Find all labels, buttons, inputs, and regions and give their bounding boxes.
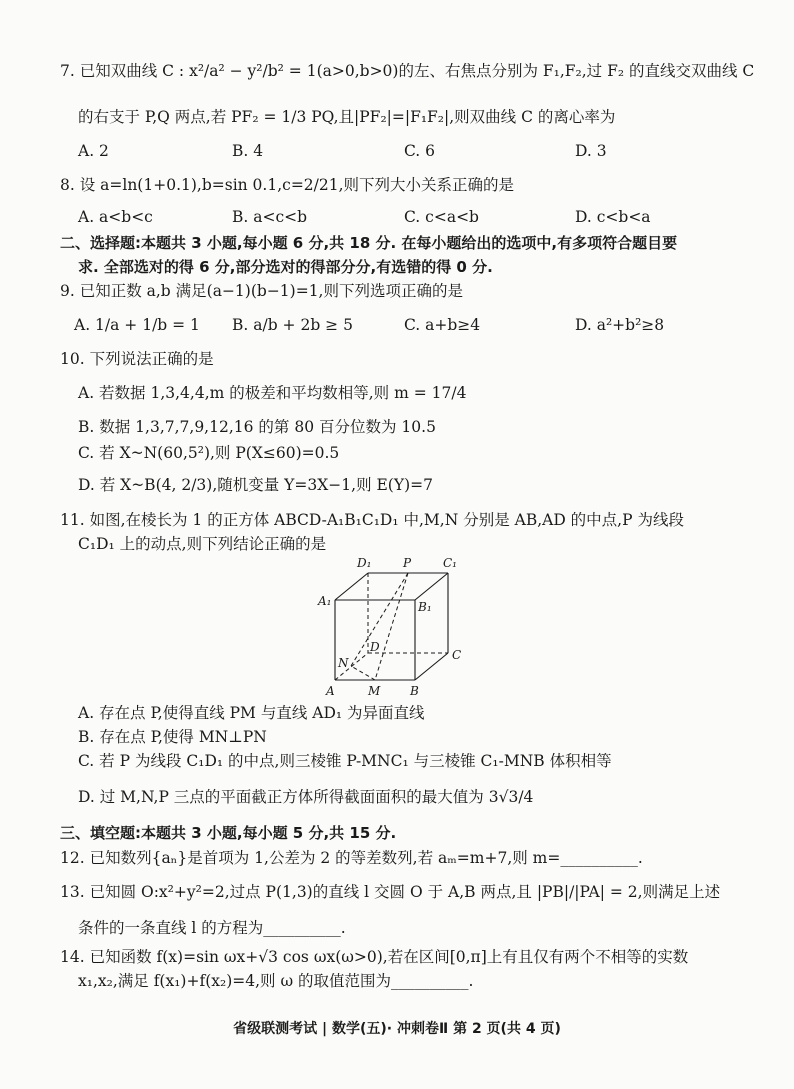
label-c: C	[452, 648, 462, 662]
edge-b-c	[415, 653, 448, 680]
section2-heading-line1: 二、选择题:本题共 3 小题,每小题 6 分,共 18 分. 在每小题给出的选项中,有多项符合题目要	[60, 234, 678, 252]
q8-option-d: D. c<b<a	[575, 208, 651, 226]
q10-line1: 10. 下列说法正确的是	[60, 350, 214, 368]
q9-line1: 9. 已知正数 a,b 满足(a−1)(b−1)=1,则下列选项正确的是	[60, 282, 463, 300]
q9-option-b: B. a/b + 2b ≥ 5	[232, 316, 353, 334]
q8-option-c: C. c<a<b	[404, 208, 479, 226]
q10-option-a: A. 若数据 1,3,4,4,m 的极差和平均数相等,则 m = 17/4	[78, 384, 467, 402]
label-d: D	[370, 640, 380, 654]
q7-line2: 的右支于 P,Q 两点,若 PF₂ = 1/3 PQ,且|PF₂|=|F₁F₂|,则双曲线 C 的离心率为	[78, 108, 616, 126]
q11-line1: 11. 如图,在棱长为 1 的正方体 ABCD-A₁B₁C₁D₁ 中,M,N 分别是 AB,AD 的中点,P 为线段	[60, 511, 684, 529]
q8-line1: 8. 设 a=ln(1+0.1),b=sin 0.1,c=2/21,则下列大小关系正确的是	[60, 176, 515, 194]
q9-option-c: C. a+b≥4	[404, 316, 481, 334]
q13-line2: 条件的一条直线 l 的方程为__________.	[78, 919, 346, 937]
q11-option-d: D. 过 M,N,P 三点的平面截正方体所得截面面积的最大值为 3√3/4	[78, 788, 534, 806]
label-b: B	[410, 684, 419, 698]
q11-line2: C₁D₁ 上的动点,则下列结论正确的是	[78, 535, 327, 553]
q14-line1: 14. 已知函数 f(x)=sin ωx+√3 cos ωx(ω>0),若在区间[0,π]上有且仅有两个不相等的实数	[60, 948, 689, 966]
q11-option-c: C. 若 P 为线段 C₁D₁ 的中点,则三棱锥 P-MNC₁ 与三棱锥 C₁-MNB 体积相等	[78, 752, 612, 770]
q7-line1: 7. 已知双曲线 C : x²/a² − y²/b² = 1(a>0,b>0)的左、右焦点分别为 F₁,F₂,过 F₂ 的直线交双曲线 C	[60, 62, 755, 80]
section2-heading-line2: 求. 全部选对的得 6 分,部分选对的得部分分,有选错的得 0 分.	[78, 258, 493, 276]
label-c1: C₁	[443, 556, 457, 570]
q10-option-c: C. 若 X~N(60,5²),则 P(X≤60)=0.5	[78, 444, 340, 462]
segment-p-m	[375, 573, 408, 680]
q7-option-d: D. 3	[575, 142, 607, 160]
label-b1: B₁	[418, 600, 432, 614]
q10-option-d: D. 若 X~B(4, 2/3),随机变量 Y=3X−1,则 E(Y)=7	[78, 476, 433, 494]
q13-line1: 13. 已知圆 O:x²+y²=2,过点 P(1,3)的直线 l 交圆 O 于 A,B 两点,且 |PB|/|PA| = 2,则满足上述	[60, 883, 721, 901]
q10-option-b: B. 数据 1,3,7,7,9,12,16 的第 80 百分位数为 10.5	[78, 418, 436, 436]
q9-option-a: A. 1/a + 1/b = 1	[74, 316, 200, 334]
q9-option-d: D. a²+b²≥8	[575, 316, 665, 334]
label-n: N	[338, 656, 349, 670]
label-d1: D₁	[357, 556, 372, 570]
q7-option-a: A. 2	[78, 142, 109, 160]
q11-option-a: A. 存在点 P,使得直线 PM 与直线 AD₁ 为异面直线	[78, 704, 425, 722]
label-m: M	[368, 684, 381, 698]
edge-b1-c1	[415, 573, 448, 600]
label-a: A	[326, 684, 335, 698]
label-a1: A₁	[318, 594, 332, 608]
segment-m-n	[351, 666, 375, 680]
q11-option-b: B. 存在点 P,使得 MN⊥PN	[78, 728, 267, 746]
section3-heading: 三、填空题:本题共 3 小题,每小题 5 分,共 15 分.	[60, 824, 397, 842]
cube-figure	[310, 555, 470, 700]
edge-a1-d1	[335, 573, 368, 600]
q7-option-c: C. 6	[404, 142, 436, 160]
q8-option-a: A. a<b<c	[78, 208, 153, 226]
q14-line2: x₁,x₂,满足 f(x₁)+f(x₂)=4,则 ω 的取值范围为__________.	[78, 972, 474, 990]
q7-option-b: B. 4	[232, 142, 264, 160]
label-p: P	[403, 556, 412, 570]
q12-line1: 12. 已知数列{aₙ}是首项为 1,公差为 2 的等差数列,若 aₘ=m+7,则 m=__________.	[60, 849, 643, 867]
page-footer: 省级联测考试 | 数学(五)· 冲刺卷Ⅱ 第 2 页(共 4 页)	[233, 1021, 561, 1037]
q8-option-b: B. a<c<b	[232, 208, 308, 226]
